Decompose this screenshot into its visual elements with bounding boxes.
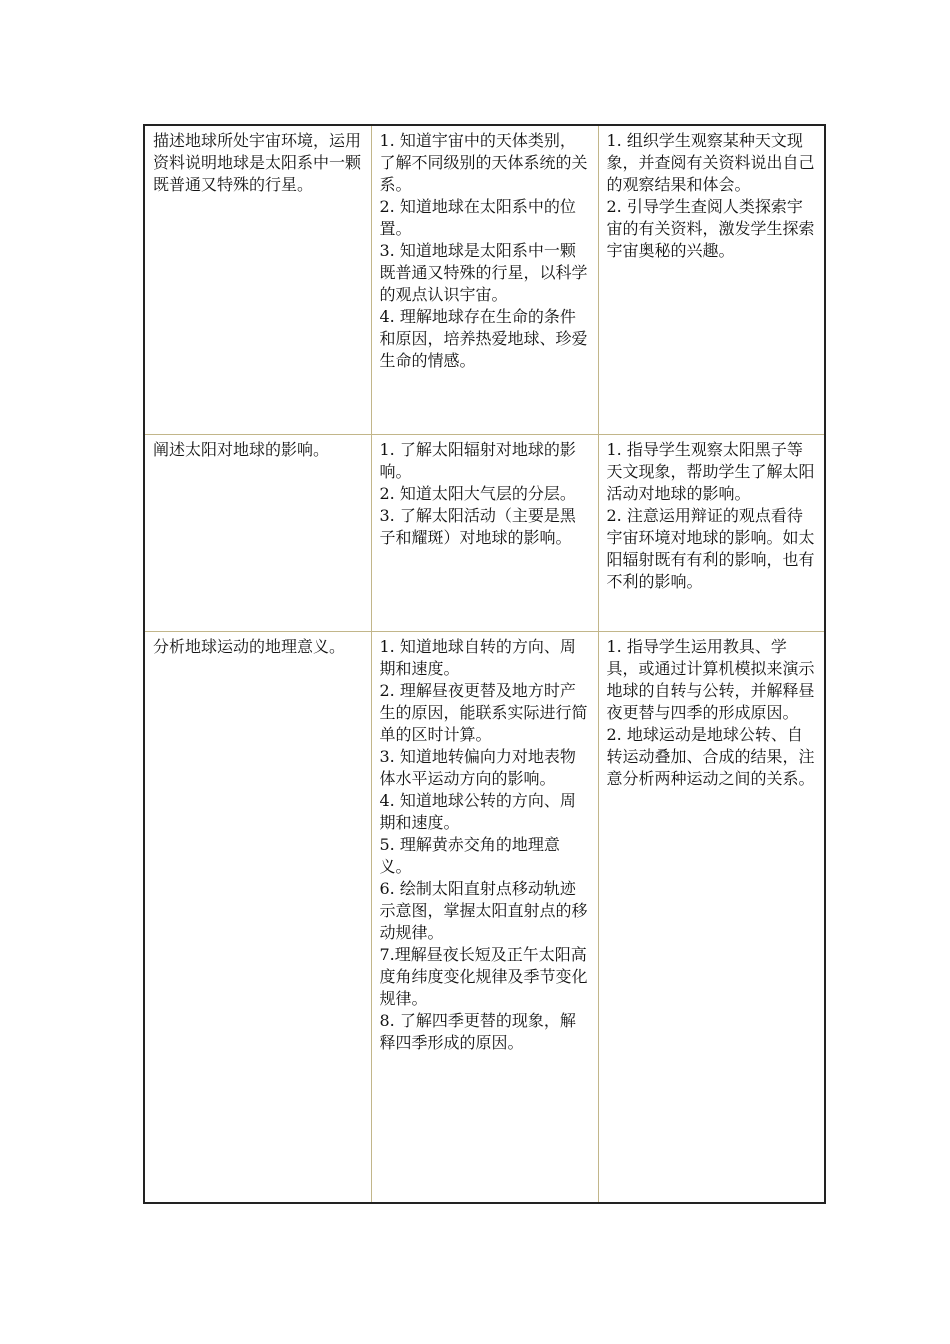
standard-cell [144, 435, 371, 632]
suggestions-cell [598, 125, 825, 435]
goal-item: 8. 了解四季更替的现象，解释四季形成的原因。 [379, 1011, 576, 1052]
table-row [144, 632, 825, 1204]
goals-cell [371, 632, 598, 1204]
table-row [144, 435, 825, 632]
goal-item: 7.理解昼夜长短及正午太阳高度角纬度变化规律及季节变化规律。 [379, 945, 588, 1008]
goal-item: 3. 知道地球是太阳系中一颗既普通又特殊的行星，以科学的观点认识宇宙。 [379, 241, 588, 304]
goals-cell [371, 125, 598, 435]
suggestion-item: 2. 注意运用辩证的观点看待宇宙环境对地球的影响。如太阳辐射既有有利的影响，也有不利的影响。 [606, 506, 815, 591]
standard-cell [144, 632, 371, 1204]
goal-item: 5. 理解黄赤交角的地理意义。 [379, 835, 560, 876]
standard-text: 分析地球运动的地理意义。 [153, 637, 346, 656]
goals-cell [371, 435, 598, 632]
curriculum-table [143, 124, 826, 1204]
goal-item: 4. 知道地球公转的方向、周期和速度。 [379, 791, 576, 832]
suggestions-cell [598, 435, 825, 632]
suggestion-item: 2. 地球运动是地球公转、自转运动叠加、合成的结果，注意分析两种运动之间的关系。 [606, 725, 815, 788]
suggestion-item: 1. 指导学生观察太阳黑子等天文现象，帮助学生了解太阳活动对地球的影响。 [606, 440, 815, 503]
standard-text: 阐述太阳对地球的影响。 [153, 440, 330, 459]
standard-cell [144, 125, 371, 435]
goal-item: 1. 知道宇宙中的天体类别， 了解不同级别的天体系统的关系。 [379, 131, 588, 194]
goal-item: 2. 知道太阳大气层的分层。 [379, 484, 576, 503]
goal-item: 3. 知道地转偏向力对地表物体水平运动方向的影响。 [379, 747, 576, 788]
standard-text: 描述地球所处宇宙环境，运用资料说明地球是太阳系中一颗既普通又特殊的行星。 [153, 131, 362, 194]
goal-item: 2. 知道地球在太阳系中的位置。 [379, 197, 576, 238]
goal-item: 3. 了解太阳活动（主要是黑子和耀斑）对地球的影响。 [379, 506, 576, 547]
goal-item: 2. 理解昼夜更替及地方时产生的原因，能联系实际进行简单的区时计算。 [379, 681, 588, 744]
table-row [144, 125, 825, 435]
goal-item: 6. 绘制太阳直射点移动轨迹示意图，掌握太阳直射点的移动规律。 [379, 879, 588, 942]
goal-item: 4. 理解地球存在生命的条件和原因，培养热爱地球、珍爱生命的情感。 [379, 307, 588, 370]
suggestion-item: 2. 引导学生查阅人类探索宇宙的有关资料，激发学生探索宇宙奥秘的兴趣。 [606, 197, 815, 260]
goal-item: 1. 知道地球自转的方向、周期和速度。 [379, 637, 576, 678]
suggestion-item: 1. 指导学生运用教具、学具，或通过计算机模拟来演示地球的自转与公转，并解释昼夜更替与四季的形成原因。 [606, 637, 815, 722]
suggestions-cell [598, 632, 825, 1204]
suggestion-item: 1. 组织学生观察某种天文现象，并查阅有关资料说出自己的观察结果和体会。 [606, 131, 815, 194]
goal-item: 1. 了解太阳辐射对地球的影响。 [379, 440, 576, 481]
